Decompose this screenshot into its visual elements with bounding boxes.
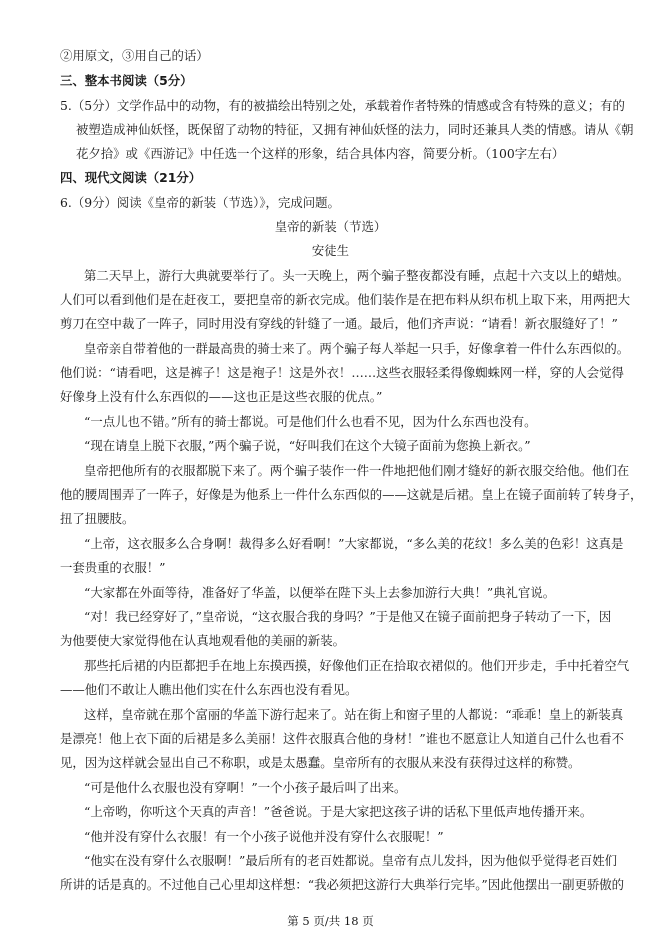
question-5-line: 5.（5分）文学作品中的动物，有的被描绘出特别之处，承载着作者特殊的情感或含有特殊的意义；有的	[60, 98, 625, 113]
section-4-heading: 四、现代文阅读（21分）	[60, 170, 202, 185]
answer-instruction-line: ②用原文，③用自己的话）	[60, 48, 209, 63]
article-line: 人们可以看到他们是在赶夜工，要把皇帝的新衣完成。他们装作是在把布料从织布机上取下来，用两把大	[60, 292, 630, 307]
article-line: 为他要使大家觉得他在认真地观看他的美丽的新装。	[60, 633, 345, 648]
question-6-line: 6.（9分）阅读《皇帝的新装（节选）》，完成问题。	[60, 195, 340, 210]
article-line: 他的腰周围弄了一阵子，好像是为他系上一件什么东西似的——这就是后裙。皇上在镜子面前转了转身子，	[60, 487, 643, 502]
section-3-heading: 三、整本书阅读（5分）	[60, 73, 193, 88]
article-line: 皇帝亲自带着他的一群最高贵的骑士来了。两个骗子每人举起一只手，好像拿着一件什么东西似的。	[84, 341, 630, 356]
article-line: 这样，皇帝就在那个富丽的华盖下游行起来了。站在街上和窗子里的人都说：“乖乖！皇上的新装真	[84, 707, 624, 722]
article-line: 剪刀在空中裁了一阵子，同时用没有穿线的针缝了一通。最后，他们齐声说：“请看！新衣服缝好了！”	[60, 316, 618, 331]
article-title: 皇帝的新装（节选）	[274, 219, 387, 234]
question-5-line: 被塑造成神仙妖怪，既保留了动物的特征，又拥有神仙妖怪的法力，同时还兼具人类的情感。请从《朝	[76, 122, 634, 137]
article-line: 扭了扭腰肢。	[60, 511, 135, 526]
page-number-footer: 第 5 页/共 18 页	[287, 914, 374, 928]
article-line: “现在请皇上脱下衣服，”两个骗子说，“好叫我们在这个大镜子面前为您换上新衣。”	[84, 438, 531, 453]
article-line: 所讲的话是真的。不过他自己心里却这样想：“我必须把这游行大典举行完毕。”因此他摆出一副更骄傲的	[60, 877, 625, 892]
question-5-line: 花夕拾》或《西游记》中任选一个这样的形象，结合具体内容，简要分析。（100字左右）	[76, 146, 565, 161]
article-line: 一套贵重的衣服！”	[60, 560, 166, 575]
article-line: “上帝哟，你听这个天真的声音！”爸爸说。于是大家把这孩子讲的话私下里低声地传播开来。	[84, 804, 593, 819]
article-line: “大家都在外面等待，准备好了华盖，以便举在陛下头上去参加游行大典！”典礼官说。	[84, 585, 556, 600]
article-line: “他并没有穿什么衣服！有一个小孩子说他并没有穿什么衣服呢！”	[84, 829, 444, 844]
article-line: ——他们不敢让人瞧出他们实在什么东西也没有看见。	[60, 682, 358, 697]
article-line: 是漂亮！他上衣下面的后裙是多么美丽！这件衣服真合他的身材！”谁也不愿意让人知道自己什么也看不	[60, 731, 624, 746]
article-line: 他们说：“请看吧，这是裤子！这是袍子！这是外衣！……这些衣服轻柔得像蜘蛛网一样，穿的人会觉得	[60, 365, 624, 380]
article-line: 第二天早上，游行大典就要举行了。头一天晚上，两个骗子整夜都没有睡，点起十六支以上的蜡烛。	[84, 268, 630, 283]
article-line: “可是他什么衣服也没有穿啊！”一个小孩子最后叫了出来。	[84, 780, 407, 795]
article-author: 安徒生	[311, 243, 350, 258]
article-line: 好像身上没有什么东西似的——这也正是这些衣服的优点。”	[60, 389, 383, 404]
article-line: “他实在没有穿什么衣服啊！”最后所有的老百姓都说。皇帝有点儿发抖，因为他似乎觉得老百姓们	[84, 853, 618, 868]
article-line: “上帝，这衣服多么合身啊！裁得多么好看啊！”大家都说，“多么美的花纹！多么美的色彩！这真是	[84, 536, 624, 551]
article-line: 见，因为这样就会显出自己不称职，或是太愚蠢。皇帝所有的衣服从来没有获得过这样的称赞。	[60, 755, 581, 770]
article-line: “一点儿也不错。”所有的骑士都说。可是他们什么也看不见，因为什么东西也没有。	[84, 414, 537, 429]
article-line: 那些托后裙的内臣都把手在地上东摸西摸，好像他们正在拾取衣裙似的。他们开步走，手中托着空气	[84, 658, 630, 673]
article-line: 皇帝把他所有的衣服都脱下来了。两个骗子装作一件一件地把他们刚才缝好的新衣服交给他。他们在	[84, 463, 630, 478]
article-line: “对！我已经穿好了，”皇帝说，“这衣服合我的身吗？”于是他又在镜子面前把身子转动了一下，因	[84, 609, 612, 624]
